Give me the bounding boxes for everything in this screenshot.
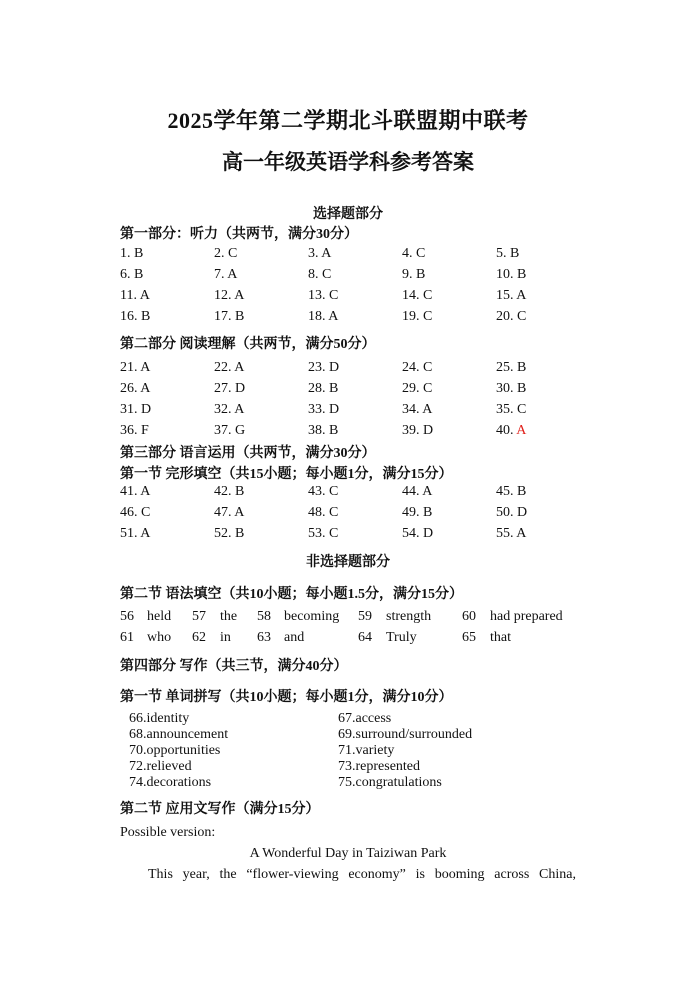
question-number: 14. [402, 288, 420, 303]
question-number: 43. [308, 484, 326, 499]
question-number: 40. [496, 423, 514, 438]
answer-item [496, 423, 526, 439]
question-number: 9. [402, 267, 413, 282]
answer-letter: C [423, 381, 433, 396]
answer-item [214, 402, 244, 418]
question-number: 41. [120, 484, 138, 499]
question-number: 48. [308, 505, 326, 520]
answer-word: who [147, 630, 172, 645]
answer-item [120, 246, 143, 262]
answer-word: the [220, 609, 238, 624]
answer-item [496, 288, 526, 304]
answer-letter: A [234, 360, 245, 375]
question-number: 21. [120, 360, 138, 375]
answer-letter: A [140, 360, 151, 375]
spelling-answer: 68.announcement [129, 727, 229, 742]
grammar-heading: 第二节 语法填空（共10小题；每小题1.5分，满分15分） [120, 587, 463, 602]
spelling-answer: 74.decorations [129, 775, 212, 790]
answer-letter: D [329, 360, 340, 375]
answer-letter: A [422, 484, 433, 499]
question-number: 54. [402, 526, 420, 541]
answer-letter: C [517, 402, 527, 417]
answer-item [496, 360, 526, 376]
question-number: 52. [214, 526, 232, 541]
answer-item [120, 267, 143, 283]
part2-heading: 第二部分 阅读理解（共两节，满分50分） [120, 337, 376, 352]
answer-item [496, 309, 526, 325]
question-number: 27. [214, 381, 232, 396]
answer-letter: D [423, 423, 434, 438]
answer-item [214, 309, 244, 325]
answer-item [308, 505, 338, 521]
answer-item [496, 267, 526, 283]
answer-letter: A [234, 402, 245, 417]
answer-letter: B [517, 381, 527, 396]
question-number: 34. [402, 402, 420, 417]
question-number: 56 [120, 609, 134, 624]
answer-word: that [490, 630, 511, 645]
question-number: 23. [308, 360, 326, 375]
answer-letter: A [321, 246, 332, 261]
answer-item [308, 402, 339, 418]
spelling-answer: 66.identity [129, 711, 190, 726]
question-number: 7. [214, 267, 225, 282]
question-number: 8. [308, 267, 319, 282]
question-number: 11. [120, 288, 137, 303]
question-number: 16. [120, 309, 138, 324]
question-number: 47. [214, 505, 232, 520]
answer-item [120, 288, 150, 304]
answer-item [308, 423, 338, 439]
question-number: 45. [496, 484, 514, 499]
answer-word: strength [386, 609, 432, 624]
answer-letter: A [140, 381, 151, 396]
answer-item [308, 246, 331, 262]
answer-letter: A [516, 526, 527, 541]
essay-first-line: This year, the “flower-viewing economy” is booming across China, [148, 867, 576, 882]
spelling-answer: 67.access [338, 711, 392, 726]
possible-version-label: Possible version: [120, 825, 216, 840]
answer-letter: B [517, 267, 527, 282]
answer-letter: F [141, 423, 149, 438]
answer-letter: D [329, 402, 340, 417]
spelling-answer: 75.congratulations [338, 775, 442, 790]
answer-item [496, 246, 519, 262]
question-number: 31. [120, 402, 138, 417]
answer-letter: D [517, 505, 528, 520]
answer-letter: D [423, 526, 434, 541]
answer-item [214, 288, 244, 304]
question-number: 10. [496, 267, 514, 282]
question-number: 38. [308, 423, 326, 438]
answer-letter: C [228, 246, 238, 261]
answer-letter: A [227, 267, 238, 282]
answer-letter: A [234, 288, 245, 303]
answer-letter: B [141, 309, 151, 324]
question-number: 28. [308, 381, 326, 396]
answer-letter: B [235, 309, 245, 324]
question-number: 53. [308, 526, 326, 541]
answer-letter: A [139, 288, 150, 303]
answer-item [214, 267, 237, 283]
question-number: 18. [308, 309, 326, 324]
part1-heading: 第一部分：听力（共两节，满分30分） [120, 227, 358, 242]
question-number: 6. [120, 267, 131, 282]
question-number: 55. [496, 526, 514, 541]
answer-item [214, 246, 237, 262]
question-number: 30. [496, 381, 514, 396]
answer-letter: A [516, 288, 527, 303]
question-number: 60 [462, 609, 476, 624]
question-number: 35. [496, 402, 514, 417]
answer-item [120, 505, 150, 521]
question-number: 4. [402, 246, 413, 261]
question-number: 24. [402, 360, 420, 375]
answer-letter: A [140, 484, 151, 499]
answer-item [402, 288, 432, 304]
answer-letter: A [140, 526, 151, 541]
answer-item [120, 360, 150, 376]
question-number: 17. [214, 309, 232, 324]
question-number: 15. [496, 288, 514, 303]
answer-item [120, 402, 151, 418]
essay-title: A Wonderful Day in Taiziwan Park [249, 846, 447, 861]
answer-letter: B [423, 505, 433, 520]
answer-item [214, 381, 245, 397]
answer-letter: C [329, 526, 339, 541]
question-number: 42. [214, 484, 232, 499]
question-number: 49. [402, 505, 420, 520]
question-number: 32. [214, 402, 232, 417]
writing-heading: 第二节 应用文写作（满分15分） [120, 802, 320, 817]
question-number: 33. [308, 402, 326, 417]
question-number: 29. [402, 381, 420, 396]
spelling-answer: 71.variety [338, 743, 395, 758]
answer-item [214, 360, 244, 376]
question-number: 65 [462, 630, 476, 645]
answer-letter: B [329, 423, 339, 438]
answer-letter: C [329, 505, 339, 520]
question-number: 59 [358, 609, 372, 624]
answer-item [402, 423, 433, 439]
answer-letter: B [134, 246, 144, 261]
question-number: 61 [120, 630, 134, 645]
answer-item [402, 484, 432, 500]
question-number: 26. [120, 381, 138, 396]
question-number: 36. [120, 423, 138, 438]
question-number: 57 [192, 609, 206, 624]
spelling-answer: 70.opportunities [129, 743, 221, 758]
answer-item [308, 484, 338, 500]
answer-item [308, 267, 331, 283]
page-subtitle: 高一年级英语学科参考答案 [222, 150, 474, 174]
answer-item [402, 267, 425, 283]
answer-item [120, 484, 150, 500]
question-number: 2. [214, 246, 225, 261]
answer-letter: B [235, 526, 245, 541]
answer-item [402, 526, 433, 542]
answer-letter: D [141, 402, 152, 417]
spelling-answer: 73.represented [338, 759, 421, 774]
answer-letter: B [329, 381, 339, 396]
question-number: 22. [214, 360, 232, 375]
answer-item [496, 526, 526, 542]
answer-letter: C [329, 288, 339, 303]
answer-word: in [220, 630, 231, 645]
answer-letter: G [235, 423, 246, 438]
answer-word: held [147, 609, 172, 624]
answer-word: had prepared [490, 609, 563, 624]
answer-letter: B [517, 484, 527, 499]
answer-letter: C [329, 484, 339, 499]
question-number: 64 [358, 630, 372, 645]
question-number: 58 [257, 609, 271, 624]
answer-item [402, 360, 432, 376]
answer-letter: C [322, 267, 332, 282]
answer-letter: C [141, 505, 151, 520]
nonobjective-heading: 非选择题部分 [306, 555, 390, 570]
answer-letter: C [423, 288, 433, 303]
answer-item [308, 381, 338, 397]
question-number: 37. [214, 423, 232, 438]
question-number: 12. [214, 288, 232, 303]
question-number: 46. [120, 505, 138, 520]
answer-item [496, 505, 527, 521]
answer-letter: B [510, 246, 520, 261]
question-number: 13. [308, 288, 326, 303]
answer-item [496, 484, 526, 500]
answer-item [402, 309, 432, 325]
part3-heading: 第三部分 语言运用（共两节，满分30分） [120, 446, 376, 461]
answer-letter: B [235, 484, 245, 499]
answer-item [214, 505, 244, 521]
answer-word: becoming [284, 609, 340, 624]
question-number: 20. [496, 309, 514, 324]
question-number: 51. [120, 526, 138, 541]
answer-item [308, 526, 338, 542]
answer-item [214, 526, 244, 542]
spelling-answer: 72.relieved [129, 759, 192, 774]
answer-letter: C [423, 360, 433, 375]
answer-letter: C [416, 246, 426, 261]
answer-letter: A [328, 309, 339, 324]
answer-letter: B [134, 267, 144, 282]
question-number: 39. [402, 423, 420, 438]
answer-word: Truly [386, 630, 417, 645]
answer-letter: B [416, 267, 426, 282]
part4-heading: 第四部分 写作（共三节，满分40分） [120, 659, 348, 674]
spelling-heading: 第一节 单词拼写（共10小题；每小题1分，满分10分） [120, 690, 453, 705]
answer-item [214, 484, 244, 500]
answer-item [120, 381, 150, 397]
answer-letter: A [516, 423, 527, 438]
cloze-heading: 第一节 完形填空（共15小题；每小题1分，满分15分） [120, 467, 453, 482]
answer-letter: D [235, 381, 246, 396]
question-number: 19. [402, 309, 420, 324]
answer-letter: C [517, 309, 527, 324]
page-title: 2025学年第二学期北斗联盟期中联考 [167, 108, 529, 133]
answer-item [120, 423, 149, 439]
answer-item [308, 360, 339, 376]
answer-item [214, 423, 245, 439]
answer-item [496, 402, 526, 418]
question-number: 44. [402, 484, 420, 499]
question-number: 25. [496, 360, 514, 375]
question-number: 1. [120, 246, 131, 261]
objective-heading: 选择题部分 [313, 207, 383, 222]
question-number: 63 [257, 630, 271, 645]
answer-item [120, 526, 150, 542]
answer-item [402, 505, 432, 521]
question-number: 3. [308, 246, 319, 261]
answer-letter: A [422, 402, 433, 417]
answer-word: and [284, 630, 305, 645]
answer-item [496, 381, 526, 397]
answer-item [402, 402, 432, 418]
question-number: 50. [496, 505, 514, 520]
answer-item [402, 246, 425, 262]
answer-item [402, 381, 432, 397]
answer-item [120, 309, 150, 325]
question-number: 5. [496, 246, 507, 261]
spelling-answer: 69.surround/surrounded [338, 727, 473, 742]
answer-letter: A [234, 505, 245, 520]
question-number: 62 [192, 630, 206, 645]
answer-item [308, 309, 338, 325]
answer-item [308, 288, 338, 304]
answer-letter: B [517, 360, 527, 375]
answer-letter: C [423, 309, 433, 324]
